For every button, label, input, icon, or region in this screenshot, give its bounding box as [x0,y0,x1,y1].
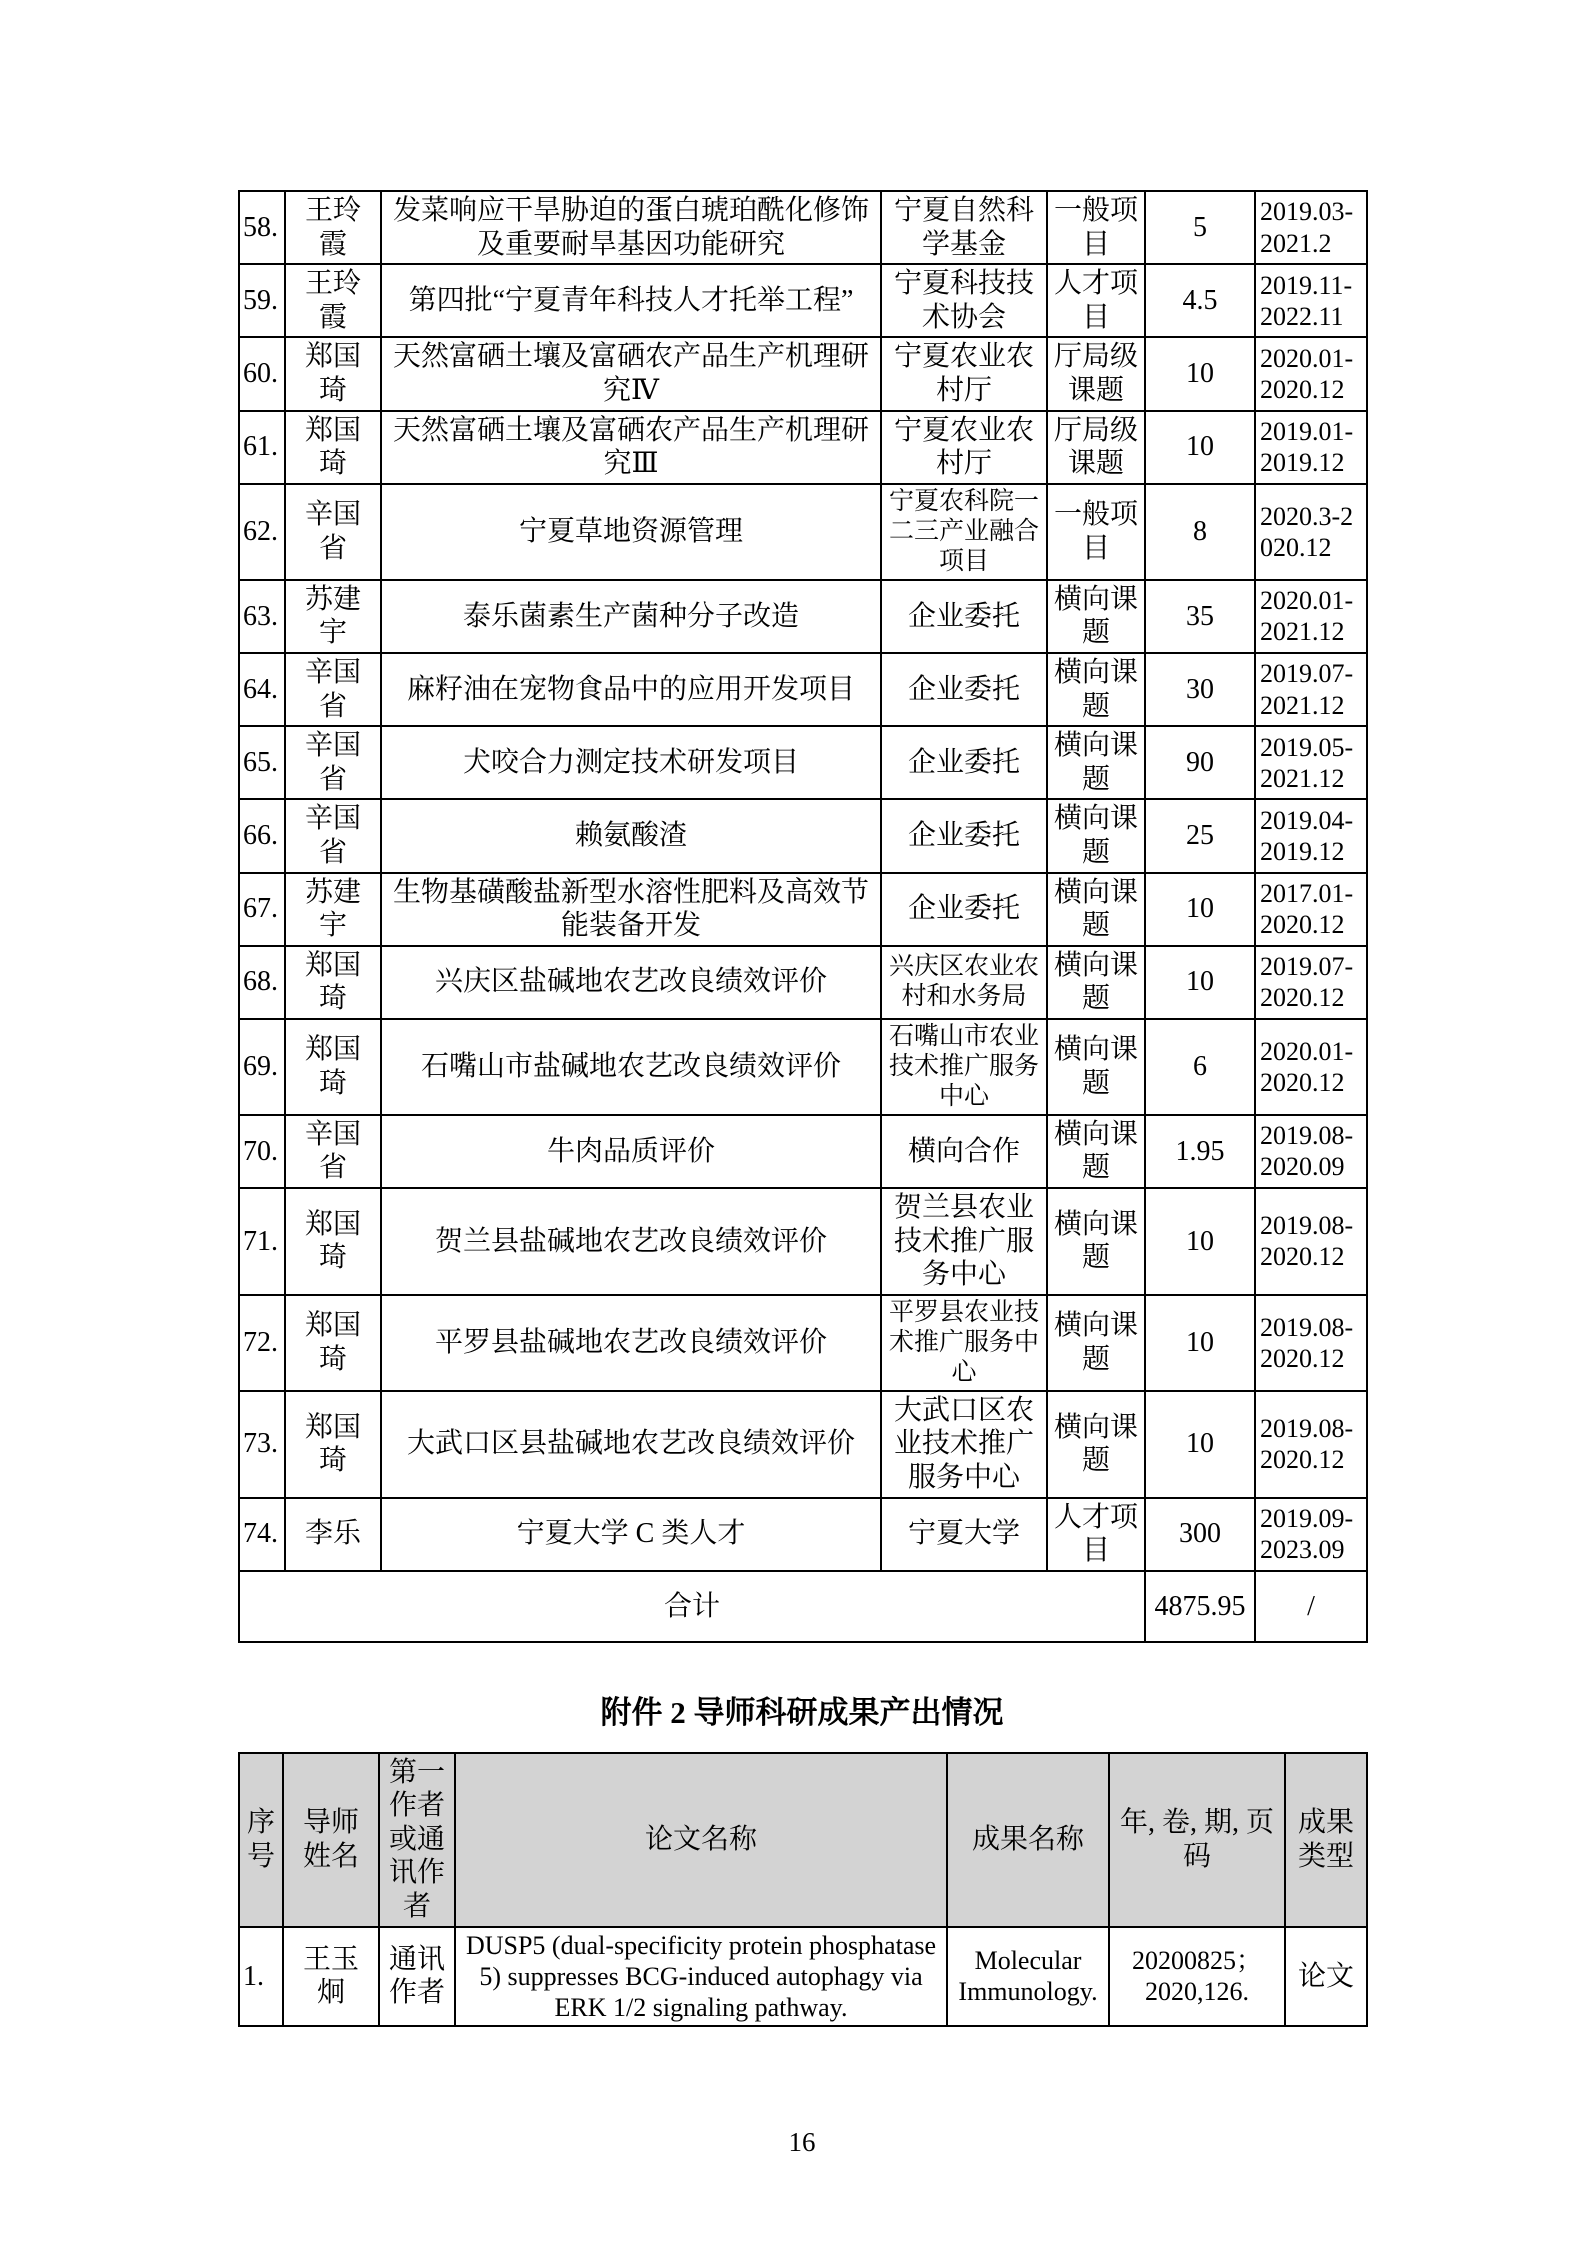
cell-project-title: 泰乐菌素生产菌种分子改造 [381,580,881,653]
cell-seq: 61. [239,411,285,484]
cell-seq: 63. [239,580,285,653]
cell-seq: 70. [239,1115,285,1188]
cell-seq: 74. [239,1498,285,1571]
cell-source: 企业委托 [881,653,1047,726]
cell-dates: 2019.04-2019.12 [1255,799,1367,872]
cell-source: 宁夏农科院一二三产业融合项目 [881,484,1047,580]
cell-advisor: 辛国省 [285,799,381,872]
project-row [239,1188,1367,1295]
cell-seq: 58. [239,191,285,264]
cell-dates: 2019.01-2019.12 [1255,411,1367,484]
cell-source: 平罗县农业技术推广服务中心 [881,1295,1047,1391]
cell-type: 厅局级课题 [1047,337,1145,410]
cell-advisor: 苏建宇 [285,873,381,946]
cell-seq: 71. [239,1188,285,1295]
cell-amount: 10 [1145,946,1255,1019]
cell-advisor: 王玲霞 [285,264,381,337]
cell-seq: 66. [239,799,285,872]
page-number: 16 [788,2127,816,2158]
cell-type: 横向课题 [1047,1188,1145,1295]
cell-source: 企业委托 [881,580,1047,653]
cell-source: 贺兰县农业技术推广服务中心 [881,1188,1047,1295]
header-cell-advisor-name: 导师姓名 [283,1753,379,1927]
cell-advisor: 郑国琦 [285,1295,381,1391]
cell-project-title: 发菜响应干旱胁迫的蛋白琥珀酰化修饰及重要耐旱基因功能研究 [381,191,881,264]
cell-dates: 2019.09-2023.09 [1255,1498,1367,1571]
project-row [239,1391,1367,1498]
cell-project-title: 贺兰县盐碱地农艺改良绩效评价 [381,1188,881,1295]
cell-advisor: 辛国省 [285,726,381,799]
cell-dates: 2020.01-2020.12 [1255,1019,1367,1115]
total-slash-cell: / [1255,1571,1367,1643]
cell-project-title: 石嘴山市盐碱地农艺改良绩效评价 [381,1019,881,1115]
cell-seq: 1. [239,1927,283,2027]
cell-amount: 10 [1145,411,1255,484]
research-output-table [238,1752,1368,2028]
cell-type: 横向课题 [1047,653,1145,726]
cell-seq: 60. [239,337,285,410]
cell-project-title: 第四批“宁夏青年科技人才托举工程” [381,264,881,337]
project-row [239,1295,1367,1391]
header-cell-first-or-corresponding-author: 第一作者或通讯作者 [379,1753,455,1927]
cell-dates: 2019.07-2021.12 [1255,653,1367,726]
cell-amount: 10 [1145,1391,1255,1498]
cell-type: 一般项目 [1047,484,1145,580]
project-row [239,337,1367,410]
cell-seq: 65. [239,726,285,799]
cell-source: 企业委托 [881,799,1047,872]
cell-year-volume-pages: 20200825；2020,126. [1109,1927,1285,2027]
cell-advisor: 辛国省 [285,484,381,580]
project-row [239,1115,1367,1188]
cell-project-title: 天然富硒土壤及富硒农产品生产机理研究Ⅳ [381,337,881,410]
cell-paper-title: DUSP5 (dual-specificity protein phosphatase 5) suppresses BCG-induced autophagy via ERK 1/2 signaling pathway. [455,1927,947,2027]
cell-amount: 5 [1145,191,1255,264]
project-row [239,726,1367,799]
header-cell-seq: 序号 [239,1753,283,1927]
cell-project-title: 兴庆区盐碱地农艺改良绩效评价 [381,946,881,1019]
cell-dates: 2019.08-2020.12 [1255,1391,1367,1498]
header-cell-paper-title: 论文名称 [455,1753,947,1927]
cell-output-type: 论文 [1285,1927,1367,2027]
header-cell-output-type: 成果类型 [1285,1753,1367,1927]
cell-dates: 2019.07-2020.12 [1255,946,1367,1019]
cell-amount: 10 [1145,1188,1255,1295]
cell-type: 横向课题 [1047,726,1145,799]
cell-dates: 2020.01-2021.12 [1255,580,1367,653]
cell-advisor: 王玲霞 [285,191,381,264]
cell-advisor: 辛国省 [285,653,381,726]
cell-source: 宁夏自然科学基金 [881,191,1047,264]
header-cell-year-volume-issue-pages: 年, 卷, 期, 页码 [1109,1753,1285,1927]
cell-amount: 10 [1145,1295,1255,1391]
cell-advisor: 郑国琦 [285,1391,381,1498]
cell-seq: 64. [239,653,285,726]
cell-type: 横向课题 [1047,1019,1145,1115]
cell-project-title: 天然富硒土壤及富硒农产品生产机理研究Ⅲ [381,411,881,484]
cell-dates: 2019.08-2020.12 [1255,1188,1367,1295]
cell-type: 人才项目 [1047,1498,1145,1571]
cell-project-title: 宁夏大学 C 类人才 [381,1498,881,1571]
cell-advisor: 李乐 [285,1498,381,1571]
cell-amount: 10 [1145,873,1255,946]
page-content [238,0,1366,2158]
cell-type: 一般项目 [1047,191,1145,264]
project-row [239,191,1367,264]
cell-project-title: 大武口区县盐碱地农艺改良绩效评价 [381,1391,881,1498]
cell-advisor: 郑国琦 [285,1188,381,1295]
project-row [239,873,1367,946]
cell-project-title: 赖氨酸渣 [381,799,881,872]
cell-type: 横向课题 [1047,580,1145,653]
cell-advisor: 苏建宇 [285,580,381,653]
cell-advisor: 郑国琦 [285,1019,381,1115]
project-row [239,1498,1367,1571]
cell-source: 兴庆区农业农村和水务局 [881,946,1047,1019]
cell-advisor: 辛国省 [285,1115,381,1188]
cell-source: 大武口区农业技术推广服务中心 [881,1391,1047,1498]
project-row [239,653,1367,726]
cell-project-title: 牛肉品质评价 [381,1115,881,1188]
project-row [239,1019,1367,1115]
cell-amount: 90 [1145,726,1255,799]
total-label-cell: 合计 [239,1571,1145,1643]
cell-project-title: 麻籽油在宠物食品中的应用开发项目 [381,653,881,726]
cell-type: 厅局级课题 [1047,411,1145,484]
cell-type: 人才项目 [1047,264,1145,337]
project-row [239,411,1367,484]
cell-advisor: 郑国琦 [285,411,381,484]
cell-source: 石嘴山市农业技术推广服务中心 [881,1019,1047,1115]
cell-seq: 59. [239,264,285,337]
cell-seq: 68. [239,946,285,1019]
cell-source: 宁夏农业农村厅 [881,411,1047,484]
cell-dates: 2020.3-2020.12 [1255,484,1367,580]
cell-amount: 8 [1145,484,1255,580]
project-row [239,580,1367,653]
cell-type: 横向课题 [1047,799,1145,872]
cell-dates: 2019.08-2020.12 [1255,1295,1367,1391]
cell-advisor: 王玉炯 [283,1927,379,2027]
table-header-row [239,1753,1367,1927]
cell-type: 横向课题 [1047,873,1145,946]
cell-dates: 2020.01-2020.12 [1255,337,1367,410]
cell-amount: 35 [1145,580,1255,653]
total-amount-cell: 4875.95 [1145,1571,1255,1643]
cell-source: 宁夏农业农村厅 [881,337,1047,410]
project-row [239,946,1367,1019]
cell-project-title: 宁夏草地资源管理 [381,484,881,580]
cell-journal: Molecular Immunology. [947,1927,1109,2027]
cell-amount: 1.95 [1145,1115,1255,1188]
cell-advisor: 郑国琦 [285,946,381,1019]
cell-source: 宁夏大学 [881,1498,1047,1571]
cell-type: 横向课题 [1047,1295,1145,1391]
cell-amount: 6 [1145,1019,1255,1115]
cell-project-title: 犬咬合力测定技术研发项目 [381,726,881,799]
output-row [239,1927,1367,2027]
cell-seq: 73. [239,1391,285,1498]
cell-project-title: 平罗县盐碱地农艺改良绩效评价 [381,1295,881,1391]
cell-dates: 2019.05-2021.12 [1255,726,1367,799]
cell-type: 横向课题 [1047,946,1145,1019]
cell-advisor: 郑国琦 [285,337,381,410]
cell-amount: 300 [1145,1498,1255,1571]
cell-amount: 4.5 [1145,264,1255,337]
cell-dates: 2017.01-2020.12 [1255,873,1367,946]
attachment2-title: 附件 2 导师科研成果产出情况 [600,1695,1004,1731]
header-cell-output-name: 成果名称 [947,1753,1109,1927]
project-row [239,264,1367,337]
cell-seq: 69. [239,1019,285,1115]
project-row [239,799,1367,872]
cell-amount: 10 [1145,337,1255,410]
cell-source: 企业委托 [881,726,1047,799]
cell-seq: 72. [239,1295,285,1391]
cell-author-role: 通讯作者 [379,1927,455,2027]
cell-dates: 2019.03-2021.2 [1255,191,1367,264]
cell-dates: 2019.08-2020.09 [1255,1115,1367,1188]
cell-project-title: 生物基磺酸盐新型水溶性肥料及高效节能装备开发 [381,873,881,946]
funding-projects-table [238,190,1368,1643]
cell-seq: 62. [239,484,285,580]
cell-type: 横向课题 [1047,1391,1145,1498]
total-row [239,1571,1367,1643]
cell-source: 横向合作 [881,1115,1047,1188]
cell-dates: 2019.11-2022.11 [1255,264,1367,337]
project-row [239,484,1367,580]
cell-source: 企业委托 [881,873,1047,946]
cell-type: 横向课题 [1047,1115,1145,1188]
cell-seq: 67. [239,873,285,946]
cell-source: 宁夏科技技术协会 [881,264,1047,337]
cell-amount: 30 [1145,653,1255,726]
cell-amount: 25 [1145,799,1255,872]
